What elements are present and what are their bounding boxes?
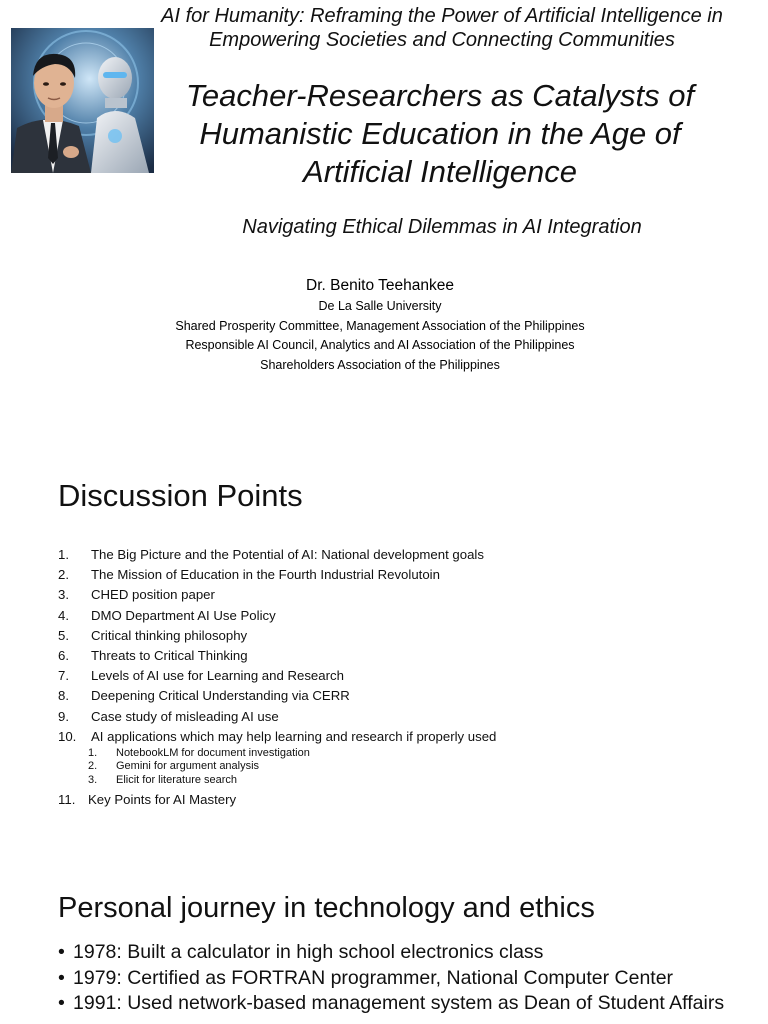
- item-number: 11.: [58, 791, 76, 807]
- list-item: [58, 606, 738, 626]
- personal-journey-heading: Personal journey in technology and ethics: [58, 892, 595, 924]
- list-item: [58, 565, 738, 585]
- list-item: [58, 686, 738, 706]
- sub-list-item: [58, 760, 738, 774]
- list-item: [58, 790, 738, 810]
- item-text: Critical thinking philosophy: [91, 627, 248, 643]
- item-number: 2.: [58, 567, 69, 583]
- affiliation-dlsu: De La Salle University: [318, 299, 442, 313]
- main-title-line-2: Humanistic Education in the Age of: [199, 116, 681, 151]
- conference-title: [150, 4, 734, 52]
- item-number: 6.: [58, 647, 69, 663]
- ai-apps-sublist: [58, 747, 738, 788]
- sub-list-item: [58, 747, 738, 761]
- sub-item-number: 2.: [88, 760, 98, 773]
- list-item: [58, 545, 738, 565]
- item-text: 1991: Used network-based management system as Dean of Student Affairs: [73, 992, 725, 1014]
- hero-image-man-and-robot: [11, 28, 154, 173]
- item-number: 4.: [58, 607, 69, 623]
- subtitle: Navigating Ethical Dilemmas in AI Integration: [242, 216, 642, 238]
- list-item: [58, 991, 738, 1017]
- sub-item-number: 1.: [88, 746, 98, 759]
- sub-item-text: NotebookLM for document investigation: [116, 746, 310, 759]
- item-text: Levels of AI use for Learning and Research: [91, 668, 344, 684]
- item-text: CHED position paper: [91, 587, 215, 603]
- sub-list-item: [58, 774, 738, 788]
- bullet: •: [58, 966, 65, 989]
- list-item: [58, 707, 738, 727]
- sub-item-number: 3.: [88, 774, 98, 787]
- list-item: [58, 727, 738, 747]
- item-text: Threats to Critical Thinking: [91, 647, 248, 663]
- affiliation-sharephil: Shareholders Association of the Philippines: [260, 357, 500, 372]
- list-item: [58, 585, 738, 605]
- item-text: 1979: Certified as FORTRAN programmer, National Computer Center: [73, 966, 674, 989]
- sub-item-text: Elicit for literature search: [116, 774, 238, 787]
- discussion-points-heading: Discussion Points: [58, 478, 303, 513]
- main-title-line-3: Artificial Intelligence: [303, 154, 577, 189]
- item-number: 1.: [58, 547, 69, 562]
- conference-title-line-1: AI for Humanity: Reframing the Power of Artificial Intelligence in: [161, 5, 723, 27]
- item-number: 8.: [58, 688, 69, 704]
- personal-journey-list: [58, 940, 738, 1017]
- main-title: [160, 77, 720, 191]
- item-number: 9.: [58, 708, 69, 724]
- list-item: [58, 646, 738, 666]
- item-number: 3.: [58, 587, 69, 603]
- author-name: Dr. Benito Teehankee: [306, 277, 454, 294]
- item-text: The Big Picture and the Potential of AI: National development goals: [91, 547, 484, 562]
- bullet: •: [58, 992, 65, 1014]
- list-item: [58, 966, 738, 992]
- item-number: 10.: [58, 728, 77, 744]
- bullet: •: [58, 941, 65, 963]
- list-item: [58, 666, 738, 686]
- sub-item-text: Gemini for argument analysis: [116, 760, 260, 773]
- conference-title-line-2: Empowering Societies and Connecting Communities: [209, 29, 675, 51]
- item-text: 1978: Built a calculator in high school electronics class: [73, 941, 544, 963]
- list-item: [58, 626, 738, 646]
- item-text: DMO Department AI Use Policy: [91, 607, 276, 623]
- item-text: Case study of misleading AI use: [91, 708, 279, 724]
- item-text: Deepening Critical Understanding via CERR: [91, 688, 350, 704]
- item-number: 7.: [58, 668, 69, 684]
- list-item: [58, 940, 738, 966]
- item-text: AI applications which may help learning and research if properly used: [91, 728, 497, 744]
- main-title-line-1: Teacher-Researchers as Catalysts of: [185, 78, 695, 113]
- item-text: The Mission of Education in the Fourth Industrial Revolutoin: [91, 567, 440, 583]
- discussion-points-list: [58, 545, 738, 810]
- affiliation-map: Shared Prosperity Committee, Management Association of the Philippines: [175, 318, 585, 333]
- item-number: 5.: [58, 627, 69, 643]
- affiliation-aaap: Responsible AI Council, Analytics and AI Association of the Philippines: [185, 338, 575, 352]
- item-text: Key Points for AI Mastery: [88, 791, 237, 807]
